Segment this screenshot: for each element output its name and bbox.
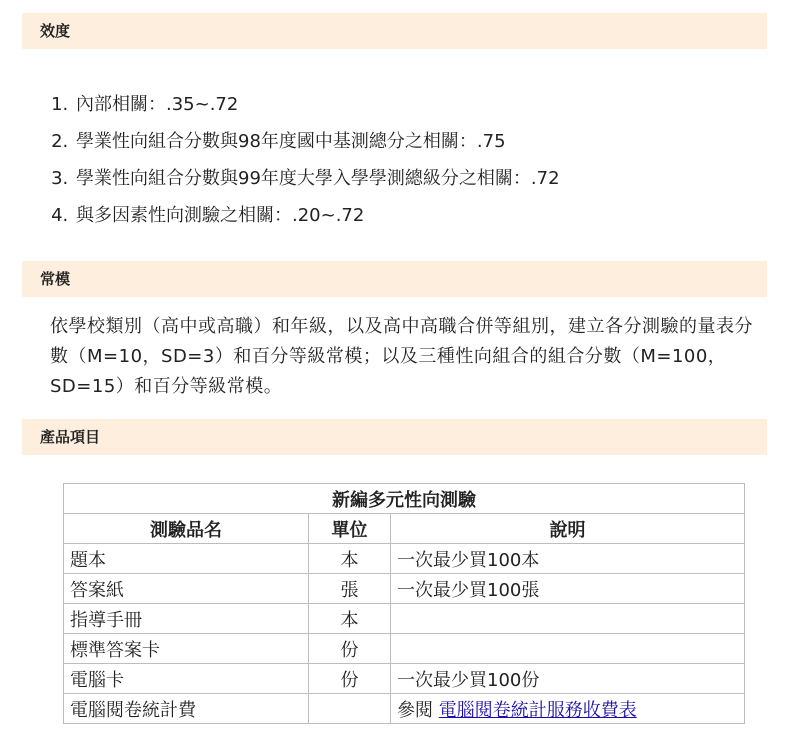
cell-name: 標準答案卡: [64, 634, 309, 664]
cell-name: 答案紙: [64, 574, 309, 604]
table-row: [64, 694, 745, 724]
section-norms-header: 常模: [22, 261, 767, 297]
desc-prefix: 參閱: [397, 699, 439, 721]
column-header-desc: 說明: [391, 514, 745, 544]
cell-name: 電腦卡: [64, 664, 309, 694]
table-row: [64, 604, 745, 634]
cell-unit: [309, 694, 391, 724]
cell-unit: 份: [309, 634, 391, 664]
norms-paragraph: 依學校類別（高中或高職）和年級，以及高中高職合併等組別，建立各分測驗的量表分數（M=10，SD=3）和百分等級常模；以及三種性向組合的組合分數（M=100，SD=15）和百分等級常模。: [50, 316, 753, 397]
cell-desc: 一次最少買100張: [391, 574, 745, 604]
cell-desc: 一次最少買100本: [391, 544, 745, 574]
column-header-name: 測驗品名: [64, 514, 309, 544]
table-row: [64, 634, 745, 664]
cell-desc: 一次最少買100份: [391, 664, 745, 694]
table-row: [64, 544, 745, 574]
list-item: 1. 內部相關：.35~.72: [74, 86, 560, 123]
table-title: 新編多元性向測驗: [64, 484, 745, 514]
section-validity-header: 效度: [22, 13, 767, 49]
cell-unit: 份: [309, 664, 391, 694]
cell-desc: [391, 694, 745, 724]
products-table: [63, 483, 745, 724]
cell-desc: [391, 604, 745, 634]
cell-name: 指導手冊: [64, 604, 309, 634]
validity-list: [54, 86, 560, 234]
list-item: 3. 學業性向組合分數與99年度大學入學學測總級分之相關：.72: [74, 160, 560, 197]
table-row: [64, 574, 745, 604]
cell-unit: 本: [309, 544, 391, 574]
section-products-header: 產品項目: [22, 419, 767, 455]
list-item: 4. 與多因素性向測驗之相關：.20~.72: [74, 197, 560, 234]
list-item: 2. 學業性向組合分數與98年度國中基測總分之相關：.75: [74, 123, 560, 160]
fee-table-link[interactable]: 電腦閱卷統計服務收費表: [438, 699, 637, 721]
cell-desc: [391, 634, 745, 664]
cell-unit: 張: [309, 574, 391, 604]
cell-unit: 本: [309, 604, 391, 634]
cell-name: 題本: [64, 544, 309, 574]
column-header-unit: 單位: [309, 514, 391, 544]
table-row: [64, 664, 745, 694]
cell-name: 電腦閱卷統計費: [64, 694, 309, 724]
